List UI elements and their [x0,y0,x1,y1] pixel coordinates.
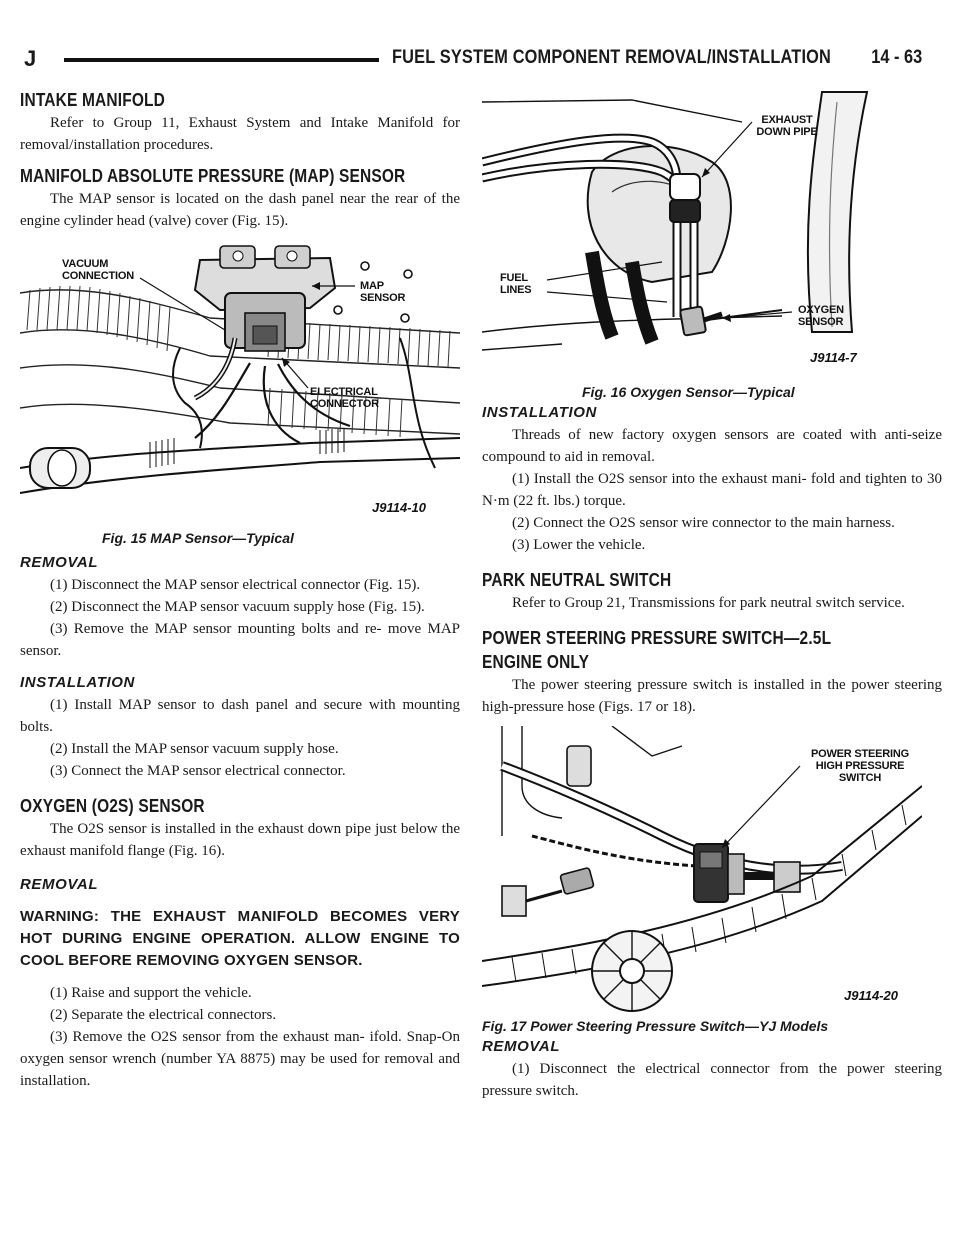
map-removal-step-3: (3) Remove the MAP sensor mounting bolts and re- move MAP sensor. [20,621,460,659]
o2s-removal-step-3: (3) Remove the O2S sensor from the exhaust man- ifold. Snap-On oxygen sensor wrench (number YA 8875) may be used for removal and installation. [20,1029,460,1089]
label-fuel-lines: FUEL LINES [500,272,532,296]
heading-map-installation: INSTALLATION [20,674,135,691]
oxygen-sensor-illustration [482,82,902,382]
label-map-sensor: MAP SENSOR [360,280,406,304]
map-install-step-3: (3) Connect the MAP sensor electrical connector. [50,763,346,779]
figure-17-caption: Fig. 17 Power Steering Pressure Switch—YJ Models [482,1018,829,1034]
oxygen-sensor-text: The O2S sensor is installed in the exhaust down pipe just below the exhaust manifold flange (Fig. 16). [20,821,460,859]
header-rule [64,58,379,62]
figure-17-power-steering-switch [482,726,922,1016]
figure-16-caption: Fig. 16 Oxygen Sensor—Typical [582,384,795,400]
figure-15-caption: Fig. 15 MAP Sensor—Typical [102,530,294,546]
heading-oxygen-sensor: OXYGEN (O2S) SENSOR [20,796,205,816]
map-sensor-text: The MAP sensor is located on the dash panel near the rear of the engine cylinder head (valve) cover (Fig. 15). [20,191,460,229]
label-exhaust-down-pipe: EXHAUST DOWN PIPE [756,114,818,138]
map-removal-step-1: (1) Disconnect the MAP sensor electrical connector (Fig. 15). [50,577,421,593]
o2s-removal-step-2: (2) Separate the electrical connectors. [50,1007,277,1023]
heading-map-removal: REMOVAL [20,554,99,571]
page-header [24,40,936,76]
heading-intake-manifold: INTAKE MANIFOLD [20,90,166,110]
label-electrical-connector: ELECTRICAL CONNECTOR [310,386,379,410]
map-install-step-2: (2) Install the MAP sensor vacuum supply hose. [50,741,339,757]
section-letter: J [24,46,38,71]
heading-o2s-removal: REMOVAL [20,876,99,893]
intake-manifold-text: Refer to Group 11, Exhaust System and Intake Manifold for removal/installation procedures. [20,115,460,153]
heading-park-neutral-switch: PARK NEUTRAL SWITCH [482,570,672,590]
o2s-install-step-1: (1) Install the O2S sensor into the exhaust mani- fold and tighten to 30 N·m (22 ft. lbs.) torque. [482,471,942,509]
heading-ps-removal: REMOVAL [482,1038,561,1055]
figure-15-code: J9114-10 [372,500,426,515]
heading-o2s-installation: INSTALLATION [482,404,597,421]
right-column [482,88,942,1102]
figure-15-map-sensor [20,238,460,528]
o2s-install-step-2: (2) Connect the O2S sensor wire connector to the main harness. [512,515,895,531]
heading-power-steering-switch: POWER STEERING PRESSURE SWITCH—2.5L [482,628,832,648]
ps-removal-step-1: (1) Disconnect the electrical connector from the power steering pressure switch. [482,1061,942,1099]
page-number: 14 - 63 [871,47,922,68]
figure-16-oxygen-sensor [482,82,902,382]
label-vacuum-connection: VACUUM CONNECTION [62,258,134,282]
figure-17-code: J9114-20 [844,988,898,1003]
park-neutral-text: Refer to Group 21, Transmissions for park neutral switch service. [512,595,905,611]
label-oxygen-sensor: OXYGEN SENSOR [798,304,844,328]
left-column [20,88,460,1092]
o2s-install-step-3: (3) Lower the vehicle. [512,537,646,553]
figure-16-code: J9114-7 [810,350,857,365]
map-install-step-1: (1) Install MAP sensor to dash panel and secure with mounting bolts. [20,697,460,735]
o2s-removal-step-1: (1) Raise and support the vehicle. [50,985,252,1001]
power-steering-text: The power steering pressure switch is installed in the power steering high-pressure hose (Figs. 17 or 18). [482,677,942,715]
map-removal-step-2: (2) Disconnect the MAP sensor vacuum supply hose (Fig. 15). [50,599,425,615]
o2s-install-intro: Threads of new factory oxygen sensors are coated with anti-seize compound to aid in removal. [482,427,942,465]
heading-map-sensor: MANIFOLD ABSOLUTE PRESSURE (MAP) SENSOR [20,166,406,186]
label-power-steering-switch: POWER STEERING HIGH PRESSURE SWITCH [810,748,910,784]
warning-text: WARNING: THE EXHAUST MANIFOLD BECOMES VERY HOT DURING ENGINE OPERATION. ALLOW ENGINE TO COOL BEFORE REMOVING OXYGEN SENSOR. [20,908,460,969]
heading-power-steering-switch-line2: ENGINE ONLY [482,652,590,672]
page-title: FUEL SYSTEM COMPONENT REMOVAL/INSTALLATION [392,47,832,68]
